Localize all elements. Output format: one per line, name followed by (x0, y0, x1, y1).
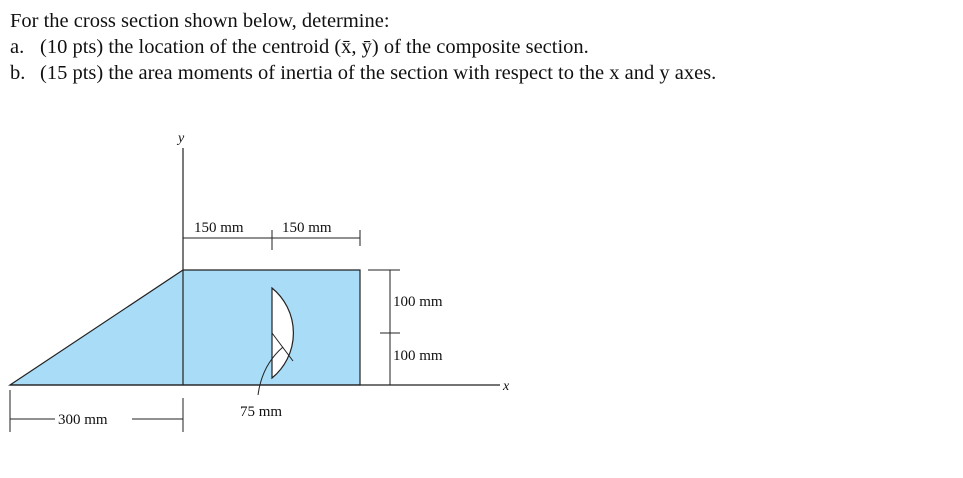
dim-right-lower: 100 mm (393, 348, 443, 364)
composite-section-shape (10, 270, 360, 385)
dim-radius: 75 mm (240, 404, 283, 420)
part-a-marker: a. (10, 36, 25, 58)
problem-intro: For the cross section shown below, determine: (10, 10, 390, 32)
dim-top-left: 150 mm (194, 220, 244, 236)
y-axis-label: y (178, 131, 185, 146)
dim-top-right: 150 mm (282, 220, 332, 236)
part-b-marker: b. (10, 62, 26, 84)
part-b-text: (15 pts) the area moments of inertia of the section with respect to the x and y axes. (40, 62, 717, 84)
dim-right-upper: 100 mm (393, 294, 443, 310)
dim-bottom-left: 300 mm (58, 412, 108, 428)
x-axis-label: x (503, 379, 510, 394)
part-a-text: (10 pts) the location of the centroid (x̄, ȳ) of the composite section. (40, 36, 589, 58)
